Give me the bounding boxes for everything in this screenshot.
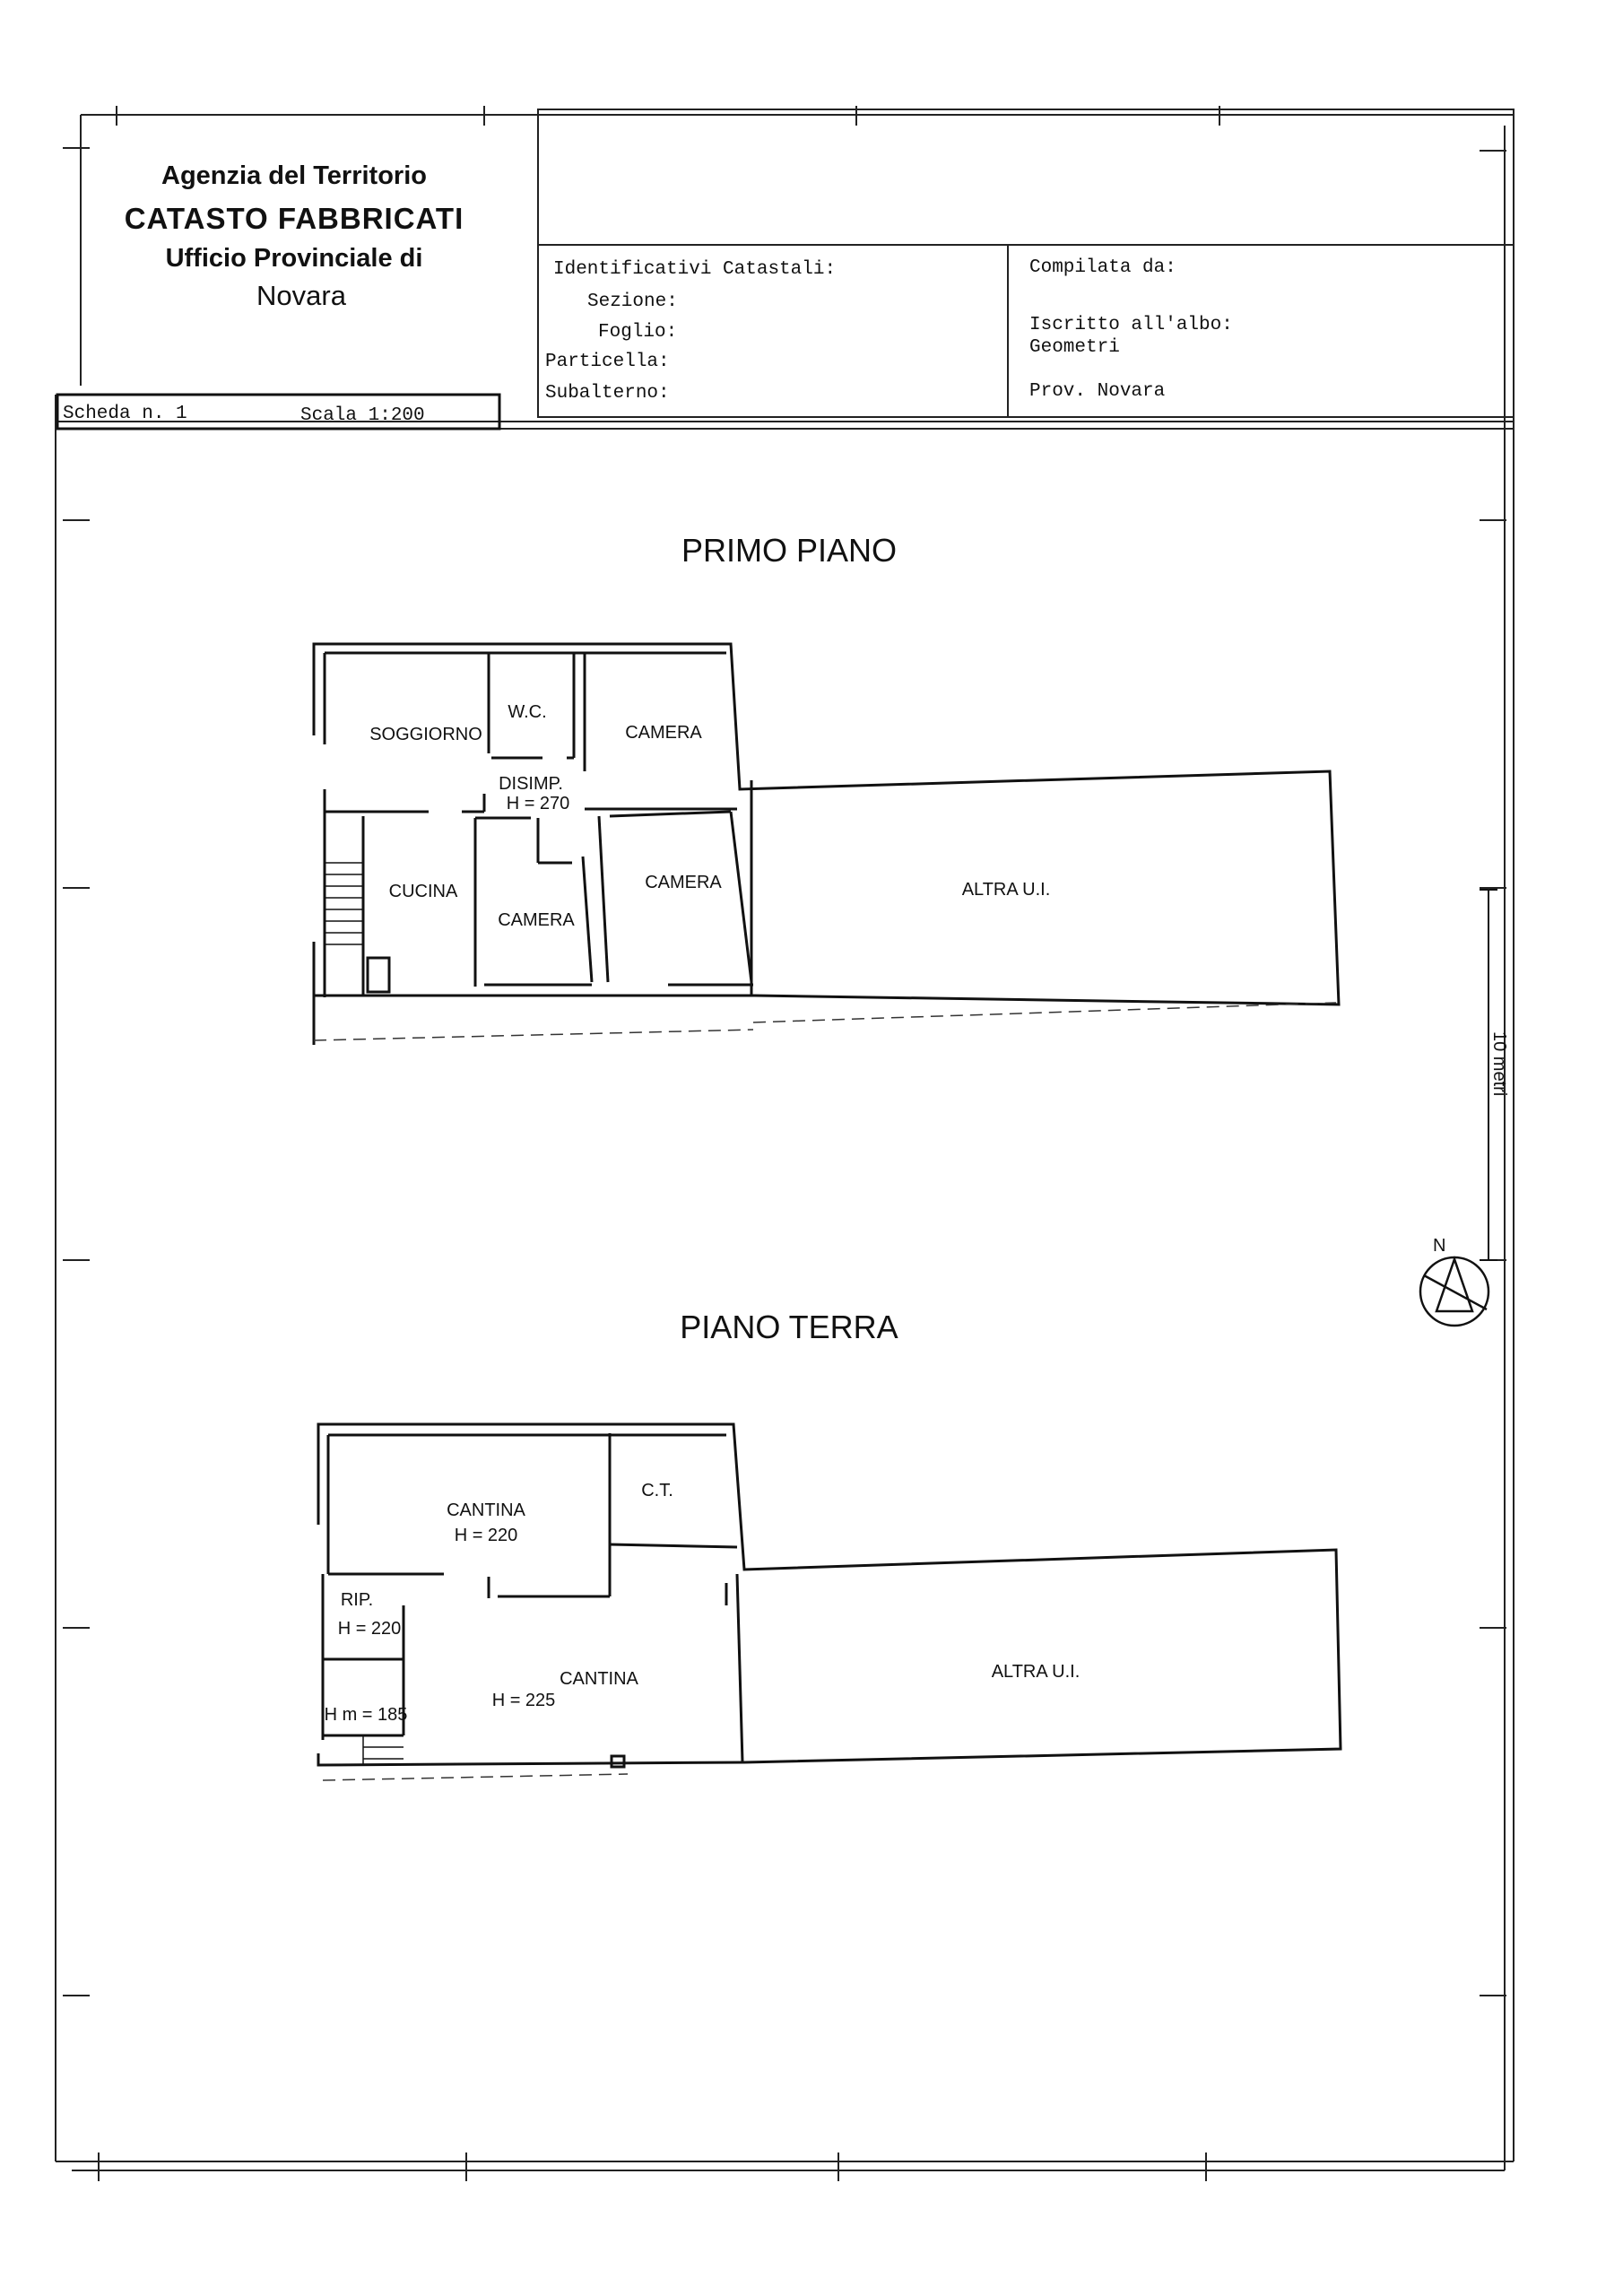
- room-altra-ui-primo: ALTRA U.I.: [961, 880, 1051, 900]
- particella-label: Particella:: [545, 352, 670, 372]
- room-altra-ui-terra: ALTRA U.I.: [991, 1662, 1081, 1682]
- piano-terra-stairs: [363, 1735, 404, 1765]
- room-cantina-top: CANTINA: [447, 1500, 525, 1520]
- room-rip-height: H = 220: [337, 1619, 402, 1639]
- sheet-frame: [56, 109, 1514, 2170]
- room-cantina-bottom-height: H = 225: [491, 1691, 556, 1710]
- room-hm: H m = 185: [324, 1705, 408, 1725]
- room-cantina-bottom: CANTINA: [560, 1669, 638, 1689]
- agency-name: Agenzia del Territorio: [161, 161, 427, 190]
- room-camera-right: CAMERA: [645, 873, 722, 892]
- room-disimp-height: H = 270: [506, 794, 570, 813]
- foglio-label: Foglio:: [598, 322, 678, 343]
- piano-terra-title: PIANO TERRA: [680, 1309, 898, 1345]
- north-arrow-icon: [1420, 1257, 1488, 1326]
- room-soggiorno: SOGGIORNO: [369, 725, 482, 744]
- room-ct: C.T.: [641, 1481, 673, 1500]
- compilata-title: Compilata da:: [1029, 257, 1176, 278]
- primo-piano-outline-dashed: [314, 1003, 1336, 1040]
- scale-bar-label: 10 metri: [1489, 1031, 1509, 1097]
- piano-terra-plan: [318, 1424, 1341, 1767]
- north-label: N: [1433, 1236, 1446, 1256]
- primo-piano-title: PRIMO PIANO: [681, 532, 898, 569]
- room-cantina-top-height: H = 220: [454, 1526, 518, 1545]
- room-wc: W.C.: [508, 702, 547, 722]
- sezione-label: Sezione:: [587, 291, 678, 312]
- scheda-number: Scheda n. 1: [63, 404, 187, 424]
- office-city: Novara: [256, 280, 346, 311]
- catasto-title: CATASTO FABBRICATI: [124, 202, 464, 235]
- profession-label: Geometri: [1029, 337, 1120, 358]
- header-agency-block: [125, 161, 464, 311]
- room-cucina: CUCINA: [388, 882, 458, 901]
- scale-ratio: Scala 1:200: [300, 405, 425, 426]
- room-rip: RIP.: [340, 1590, 374, 1610]
- province-label: Prov. Novara: [1029, 381, 1166, 402]
- subalterno-label: Subalterno:: [545, 383, 670, 404]
- albo-label: Iscritto all'albo:: [1029, 315, 1233, 335]
- identificativi-title: Identificativi Catastali:: [553, 259, 837, 280]
- room-camera-mid: CAMERA: [498, 910, 575, 930]
- room-disimp: DISIMP.: [499, 774, 563, 794]
- identificativi-catastali: [545, 259, 836, 404]
- scheda-box: [57, 395, 499, 429]
- office-name: Ufficio Provinciale di: [165, 244, 423, 273]
- primo-piano-plan: [314, 644, 1339, 1045]
- compilata-da: [1029, 257, 1233, 402]
- room-camera-top: CAMERA: [625, 723, 702, 743]
- primo-piano-stairs: [325, 863, 362, 944]
- piano-terra-outline-dashed: [323, 1774, 628, 1780]
